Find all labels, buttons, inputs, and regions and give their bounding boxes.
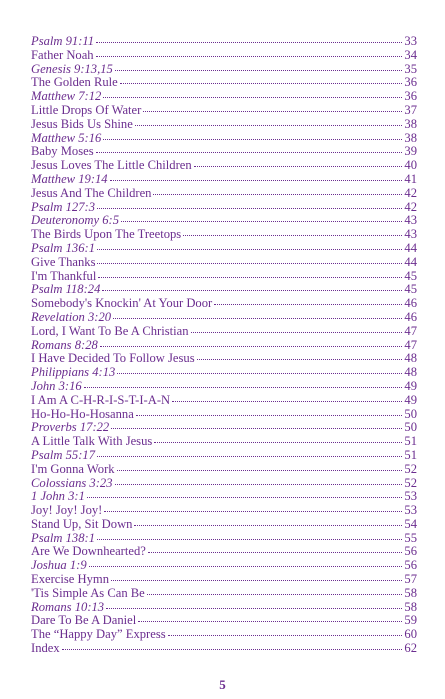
toc-entry xyxy=(31,297,417,311)
toc-entry-page: 53 xyxy=(404,503,417,518)
dot-leader xyxy=(106,606,402,609)
toc-entry-title: John 3:16 xyxy=(31,378,82,393)
toc-entry-page: 36 xyxy=(404,89,417,104)
toc-entry-title: I Have Decided To Follow Jesus xyxy=(31,351,195,366)
toc-entry-title: Father Noah xyxy=(31,47,94,62)
dot-leader xyxy=(117,468,403,471)
toc-entry-title: Matthew 5:16 xyxy=(31,130,102,145)
toc-entry-page: 44 xyxy=(404,254,417,269)
dot-leader xyxy=(113,316,402,319)
toc-entry xyxy=(31,642,417,656)
toc-entry xyxy=(31,325,417,339)
dot-leader xyxy=(197,357,403,360)
toc-entry xyxy=(31,90,417,104)
dot-leader xyxy=(214,302,402,305)
toc-entry-title: Give Thanks xyxy=(31,254,96,269)
toc-entry-title: Baby Moses xyxy=(31,144,94,159)
dot-leader xyxy=(111,426,402,429)
dot-leader xyxy=(97,247,402,250)
toc-entry-page: 50 xyxy=(404,420,417,435)
dot-leader xyxy=(102,288,402,291)
toc-entry xyxy=(31,366,417,380)
toc-entry-title: Are We Downhearted? xyxy=(31,544,146,559)
toc-entry xyxy=(31,380,417,394)
toc-entry xyxy=(31,76,417,90)
dot-leader xyxy=(89,564,403,567)
toc-entry-page: 54 xyxy=(404,516,417,531)
dot-leader xyxy=(148,550,403,553)
toc-entry-page: 37 xyxy=(404,102,417,117)
toc-entry-title: Genesis 9:13,15 xyxy=(31,61,113,76)
toc-entry-page: 52 xyxy=(404,475,417,490)
dot-leader xyxy=(143,109,402,112)
dot-leader xyxy=(183,233,402,236)
toc-entry-title: 1 John 3:1 xyxy=(31,489,85,504)
dot-leader xyxy=(154,440,402,443)
toc-entry-title: Index xyxy=(31,641,60,656)
toc-entry-title: 'Tis Simple As Can Be xyxy=(31,585,145,600)
toc-entry-page: 42 xyxy=(404,185,417,200)
toc-entry-title: Philippians 4:13 xyxy=(31,365,116,380)
toc-entry-title: Deuteronomy 6:5 xyxy=(31,213,120,228)
toc-entry-page: 56 xyxy=(404,544,417,559)
toc-entry-title: Matthew 19:14 xyxy=(31,171,108,186)
toc-entry-page: 47 xyxy=(404,337,417,352)
toc-entry-page: 43 xyxy=(404,227,417,242)
dot-leader xyxy=(115,68,403,71)
toc-entry xyxy=(31,201,417,215)
toc-entry xyxy=(31,559,417,573)
dot-leader xyxy=(97,454,402,457)
toc-entry-page: 44 xyxy=(404,240,417,255)
toc-entry-page: 48 xyxy=(404,351,417,366)
toc-entry xyxy=(31,104,417,118)
toc-entry xyxy=(31,159,417,173)
toc-entry-title: I'm Thankful xyxy=(31,268,97,283)
toc-entry-page: 62 xyxy=(404,641,417,656)
toc-entry-title: I Am A C-H-R-I-S-T-I-A-N xyxy=(31,392,171,407)
page-number: 5 xyxy=(219,677,226,692)
dot-leader xyxy=(96,40,402,43)
dot-leader xyxy=(97,261,402,264)
toc-entry-page: 45 xyxy=(404,268,417,283)
toc-entry xyxy=(31,270,417,284)
toc-entry xyxy=(31,601,417,615)
toc-entry-title: Proverbs 17:22 xyxy=(31,420,110,435)
toc-entry xyxy=(31,187,417,201)
toc-entry xyxy=(31,573,417,587)
toc-entry-page: 58 xyxy=(404,599,417,614)
toc-entry-page: 41 xyxy=(404,171,417,186)
toc-entry xyxy=(31,504,417,518)
toc-entry xyxy=(31,545,417,559)
toc-entry-page: 58 xyxy=(404,585,417,600)
dot-leader xyxy=(111,578,402,581)
toc-entry xyxy=(31,532,417,546)
toc-entry-page: 51 xyxy=(404,434,417,449)
toc-entry xyxy=(31,35,417,49)
dot-leader xyxy=(117,371,402,374)
dot-leader xyxy=(138,619,402,622)
toc-entry-page: 39 xyxy=(404,144,417,159)
toc-entry xyxy=(31,49,417,63)
toc-entry-page: 33 xyxy=(404,34,417,48)
dot-leader xyxy=(135,123,403,126)
toc-entry-page: 36 xyxy=(404,75,417,90)
toc-entry-title: Exercise Hymn xyxy=(31,572,109,587)
toc-entry-title: Lord, I Want To Be A Christian xyxy=(31,323,189,338)
toc-entry-page: 46 xyxy=(404,309,417,324)
toc-entry-page: 40 xyxy=(404,158,417,173)
toc-entry-title: Joy! Joy! Joy! xyxy=(31,503,103,518)
toc-entry xyxy=(31,394,417,408)
toc-entry-page: 46 xyxy=(404,296,417,311)
toc-entry-page: 38 xyxy=(404,116,417,131)
toc-entry-title: Little Drops Of Water xyxy=(31,102,142,117)
toc-entry xyxy=(31,408,417,422)
toc-entry-title: Psalm 118:24 xyxy=(31,282,101,297)
toc-entry xyxy=(31,490,417,504)
toc-entry xyxy=(31,449,417,463)
toc-entry-title: Psalm 138:1 xyxy=(31,530,96,545)
toc-entry-title: Psalm 55:17 xyxy=(31,447,96,462)
dot-leader xyxy=(87,495,403,498)
toc-entry-title: The Golden Rule xyxy=(31,75,118,90)
toc-entry xyxy=(31,173,417,187)
dot-leader xyxy=(96,150,403,153)
toc-entry-title: Psalm 136:1 xyxy=(31,240,96,255)
toc-entry xyxy=(31,339,417,353)
dot-leader xyxy=(96,54,403,57)
toc-entry xyxy=(31,435,417,449)
dot-leader xyxy=(110,178,403,181)
toc-entry xyxy=(31,421,417,435)
dot-leader xyxy=(121,219,402,222)
toc-entry xyxy=(31,145,417,159)
toc-entry-page: 60 xyxy=(404,627,417,642)
dot-leader xyxy=(168,633,403,636)
toc-entry-page: 49 xyxy=(404,392,417,407)
dot-leader xyxy=(98,275,402,278)
dot-leader xyxy=(84,385,403,388)
dot-leader xyxy=(147,592,403,595)
toc-entry-page: 38 xyxy=(404,130,417,145)
dot-leader xyxy=(97,206,402,209)
toc-entry xyxy=(31,283,417,297)
toc-entry-title: I'm Gonna Work xyxy=(31,461,115,476)
toc-entry-title: Jesus And The Children xyxy=(31,185,152,200)
toc-entry xyxy=(31,518,417,532)
toc-entry-title: Joshua 1:9 xyxy=(31,558,87,573)
dot-leader xyxy=(62,647,403,650)
dot-leader xyxy=(104,509,402,512)
toc-entry xyxy=(31,242,417,256)
toc-entry-page: 35 xyxy=(404,61,417,76)
toc-entry xyxy=(31,628,417,642)
toc-entry-page: 48 xyxy=(404,365,417,380)
dot-leader xyxy=(103,137,402,140)
toc-entry xyxy=(31,477,417,491)
toc-entry-title: Somebody's Knockin' At Your Door xyxy=(31,296,213,311)
toc-entry-title: Dare To Be A Daniel xyxy=(31,613,137,628)
toc-entry xyxy=(31,463,417,477)
toc-entry-page: 57 xyxy=(404,572,417,587)
toc-entry xyxy=(31,214,417,228)
toc-entry-page: 52 xyxy=(404,461,417,476)
toc-entry-title: Romans 10:13 xyxy=(31,599,105,614)
dot-leader xyxy=(191,330,403,333)
toc-entry xyxy=(31,63,417,77)
toc-entry-page: 47 xyxy=(404,323,417,338)
toc-entry-title: Colossians 3:23 xyxy=(31,475,113,490)
toc-entry-page: 55 xyxy=(404,530,417,545)
dot-leader xyxy=(103,95,402,98)
toc-entry-page: 34 xyxy=(404,47,417,62)
toc-entry-page: 49 xyxy=(404,378,417,393)
dot-leader xyxy=(100,344,403,347)
toc-entry xyxy=(31,311,417,325)
toc-entry-title: Romans 8:28 xyxy=(31,337,98,352)
toc-entry-page: 50 xyxy=(404,406,417,421)
toc-entry-title: Jesus Bids Us Shine xyxy=(31,116,133,131)
toc-entry-page: 45 xyxy=(404,282,417,297)
toc-entry-title: Ho-Ho-Ho-Hosanna xyxy=(31,406,134,421)
toc-entry-page: 51 xyxy=(404,447,417,462)
dot-leader xyxy=(97,537,402,540)
toc-entry-page: 42 xyxy=(404,199,417,214)
toc-entry-title: A Little Talk With Jesus xyxy=(31,434,153,449)
toc-entry-title: Psalm 127:3 xyxy=(31,199,96,214)
dot-leader xyxy=(136,413,403,416)
toc-entry-title: Psalm 91:11 xyxy=(31,34,95,48)
dot-leader xyxy=(120,81,403,84)
dot-leader xyxy=(115,482,403,485)
toc-entry-title: Matthew 7:12 xyxy=(31,89,102,104)
toc-entry-page: 59 xyxy=(404,613,417,628)
toc-entry xyxy=(31,228,417,242)
dot-leader xyxy=(153,192,402,195)
toc-entry xyxy=(31,256,417,270)
toc-entry-title: Jesus Loves The Little Children xyxy=(31,158,192,173)
toc-entry xyxy=(31,352,417,366)
toc-entry-title: Revelation 3:20 xyxy=(31,309,112,324)
table-of-contents xyxy=(31,35,417,656)
toc-entry-page: 43 xyxy=(404,213,417,228)
toc-entry-page: 53 xyxy=(404,489,417,504)
toc-entry xyxy=(31,132,417,146)
toc-entry xyxy=(31,118,417,132)
toc-entry-page: 56 xyxy=(404,558,417,573)
dot-leader xyxy=(134,523,402,526)
dot-leader xyxy=(172,399,402,402)
toc-entry xyxy=(31,587,417,601)
dot-leader xyxy=(194,164,403,167)
toc-entry-title: Stand Up, Sit Down xyxy=(31,516,133,531)
toc-entry-title: The “Happy Day” Express xyxy=(31,627,166,642)
toc-entry-title: The Birds Upon The Treetops xyxy=(31,227,182,242)
toc-entry xyxy=(31,614,417,628)
